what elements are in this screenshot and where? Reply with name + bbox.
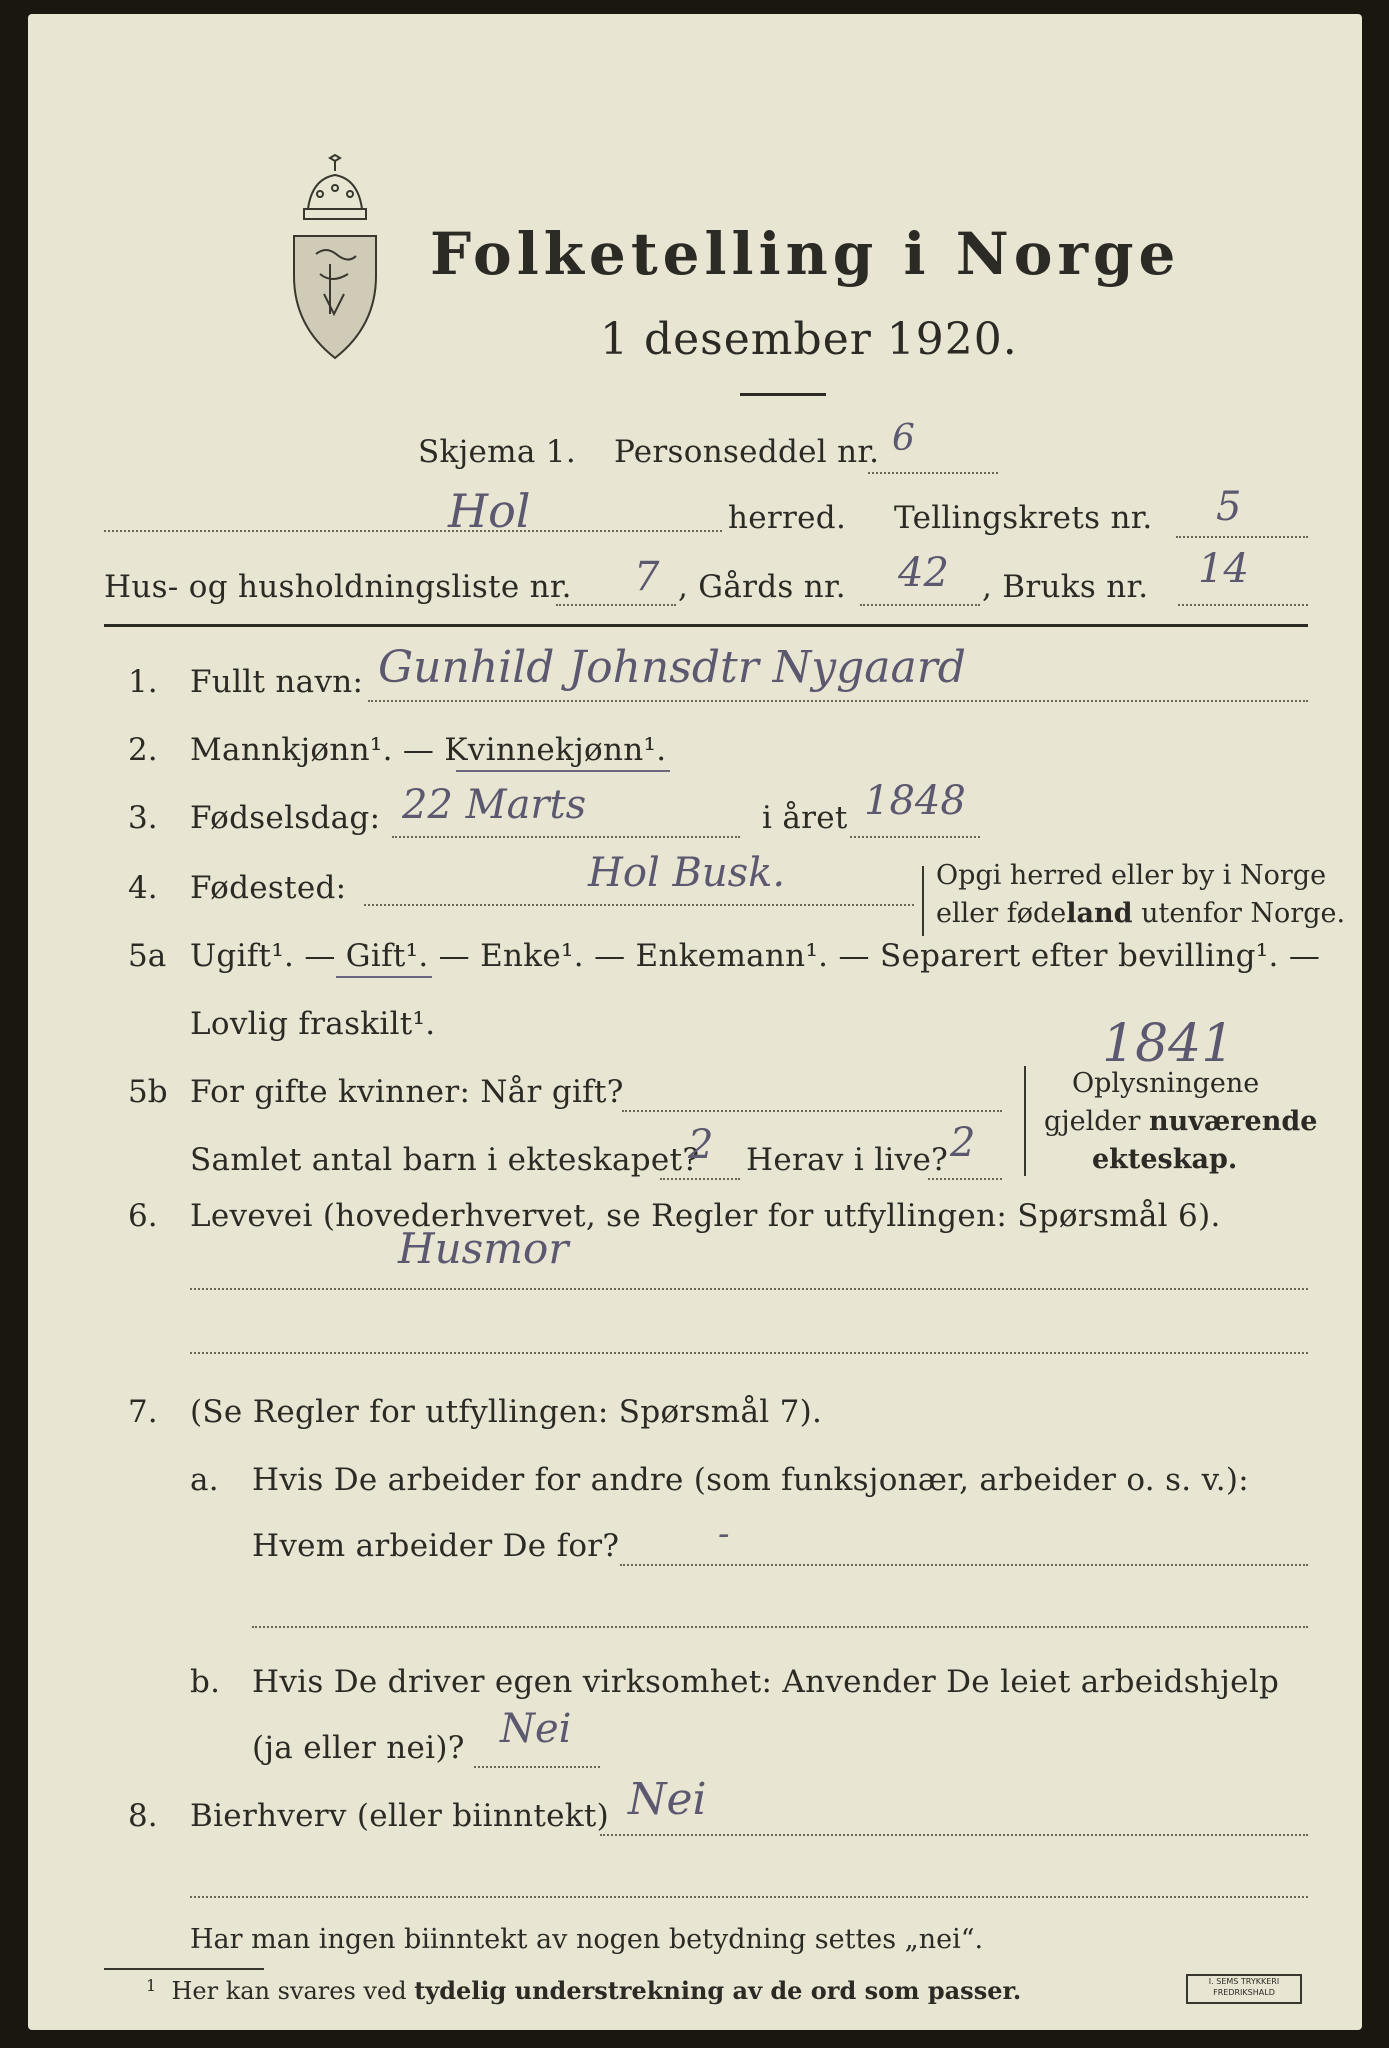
- marriage-note-line1: Oplysningene: [1072, 1068, 1260, 1099]
- q7b-letter: b.: [190, 1664, 221, 1700]
- q5b-number: 5b: [128, 1074, 168, 1110]
- coat-of-arms-icon: [286, 154, 384, 364]
- children-total-value: 2: [688, 1122, 714, 1168]
- birthdate-label: Fødselsdag:: [190, 800, 381, 836]
- household-list-field-line: [556, 604, 676, 606]
- hired-help-field-line: [474, 1766, 600, 1768]
- printer-stamp: I. SEMS TRYKKERI FREDRIKSHALD: [1186, 1974, 1302, 2004]
- children-total-label: Samlet antal barn i ekteskapet?: [190, 1142, 700, 1178]
- birthdate-value: 22 Marts: [402, 782, 587, 828]
- marital-status-underline: [336, 976, 432, 978]
- footnote-divider: [104, 1968, 264, 1970]
- q7b-question: Hvis De driver egen virksomhet: Anvender De leiet arbeidshjelp: [252, 1664, 1280, 1700]
- q4-number: 4.: [128, 870, 158, 906]
- herred-field-line: [104, 530, 722, 532]
- birth-year-field-line: [850, 836, 980, 838]
- census-date: 1 desember 1920.: [600, 314, 1018, 365]
- married-when-label: For gifte kvinner: Når gift?: [190, 1074, 624, 1110]
- birthplace-hint-line1: Opgi herred eller by i Norge: [936, 860, 1327, 891]
- q7a-question: Hvis De arbeider for andre (som funksjonær, arbeider o. s. v.):: [252, 1462, 1250, 1498]
- occupation-field-line2: [190, 1352, 1308, 1354]
- employer-field-line2: [252, 1626, 1308, 1628]
- married-when-field-line: [622, 1110, 1002, 1112]
- herred-value: Hol: [448, 484, 531, 538]
- children-alive-label: Herav i live?: [746, 1142, 949, 1178]
- bruks-value: 14: [1198, 546, 1249, 592]
- tellingskrets-field-line: [1176, 536, 1308, 538]
- employer-field-line: [620, 1564, 1308, 1566]
- title-divider: [740, 393, 826, 396]
- birth-year-label: i året: [762, 800, 848, 836]
- side-income-field-line: [600, 1834, 1308, 1836]
- side-income-field-line2: [190, 1896, 1308, 1898]
- q8-number: 8.: [128, 1798, 158, 1834]
- tellingskrets-label: Tellingskrets nr.: [894, 500, 1153, 536]
- side-income-label: Bierhverv (eller biinntekt): [190, 1798, 610, 1834]
- birthplace-hint-line2: eller fødeland utenfor Norge.: [936, 898, 1346, 929]
- header-divider: [104, 624, 1308, 627]
- side-income-value: Nei: [628, 1774, 707, 1825]
- personseddel-field-line: [868, 472, 998, 474]
- schema-label: Skjema 1.: [418, 434, 576, 470]
- census-form: [28, 14, 1362, 2030]
- hired-help-value: Nei: [500, 1706, 572, 1752]
- side-income-note: Har man ingen biinntekt av nogen betydning settes „nei“.: [190, 1924, 984, 1955]
- q7-number: 7.: [128, 1394, 158, 1430]
- gender-underline: [456, 770, 670, 772]
- employer-value: -: [718, 1514, 730, 1554]
- birthplace-label: Fødested:: [190, 870, 347, 906]
- occupation-field-line1: [190, 1288, 1308, 1290]
- full-name-value: Gunhild Johnsdtr Nygaard: [378, 642, 966, 693]
- q7-label: (Se Regler for utfyllingen: Spørsmål 7).: [190, 1394, 823, 1430]
- q1-number: 1.: [128, 664, 158, 700]
- household-list-value: 7: [634, 554, 660, 600]
- q6-number: 6.: [128, 1198, 158, 1234]
- personseddel-value: 6: [892, 418, 915, 459]
- children-alive-value: 2: [950, 1120, 976, 1166]
- full-name-label: Fullt navn:: [190, 664, 364, 700]
- marriage-note-line2: gjelder nuværende: [1044, 1106, 1318, 1137]
- birthplace-value: Hol Busk.: [588, 850, 786, 896]
- birthplace-field-line: [364, 904, 914, 906]
- marriage-note-brace: [1024, 1066, 1026, 1176]
- bruks-field-line: [1178, 604, 1308, 606]
- occupation-value: Husmor: [398, 1224, 569, 1273]
- gards-value: 42: [898, 550, 949, 596]
- q2-number: 2.: [128, 732, 158, 768]
- hired-help-label: (ja eller nei)?: [252, 1730, 465, 1766]
- gards-field-line: [860, 604, 980, 606]
- marriage-note-line3: ekteskap.: [1092, 1144, 1238, 1175]
- birthdate-field-line: [392, 836, 740, 838]
- marital-status-options: Ugift¹. — Gift¹. — Enke¹. — Enkemann¹. — Separert efter bevilling¹. —: [190, 938, 1321, 974]
- employer-label: Hvem arbeider De for?: [252, 1528, 620, 1564]
- herred-label: herred.: [728, 500, 847, 536]
- household-list-label: Hus- og husholdningsliste nr.: [104, 569, 572, 605]
- birthplace-hint-brace: [922, 866, 924, 936]
- marital-status-options-cont: Lovlig fraskilt¹.: [190, 1006, 436, 1042]
- children-total-field-line: [660, 1178, 740, 1180]
- form-title: Folketelling i Norge: [430, 220, 1181, 288]
- q3-number: 3.: [128, 800, 158, 836]
- footnote: $^1$ Her kan svares ved tydelig understrekning av de ord som passer.: [146, 1976, 1022, 2005]
- personseddel-label: Personseddel nr.: [614, 434, 880, 470]
- tellingskrets-value: 5: [1216, 484, 1242, 530]
- q7a-letter: a.: [190, 1462, 219, 1498]
- q5a-number: 5a: [128, 938, 167, 974]
- gender-options: Mannkjønn¹. — Kvinnekjønn¹.: [190, 732, 667, 768]
- occupation-label: Levevei (hovederhvervet, se Regler for utfyllingen: Spørsmål 6).: [190, 1198, 1221, 1234]
- bruks-label: , Bruks nr.: [982, 569, 1149, 605]
- birth-year-value: 1848: [864, 778, 966, 824]
- full-name-field-line: [368, 700, 1308, 702]
- children-alive-field-line: [928, 1178, 1002, 1180]
- gards-label: , Gårds nr.: [678, 569, 846, 605]
- married-when-value: 1841: [1102, 1014, 1235, 1074]
